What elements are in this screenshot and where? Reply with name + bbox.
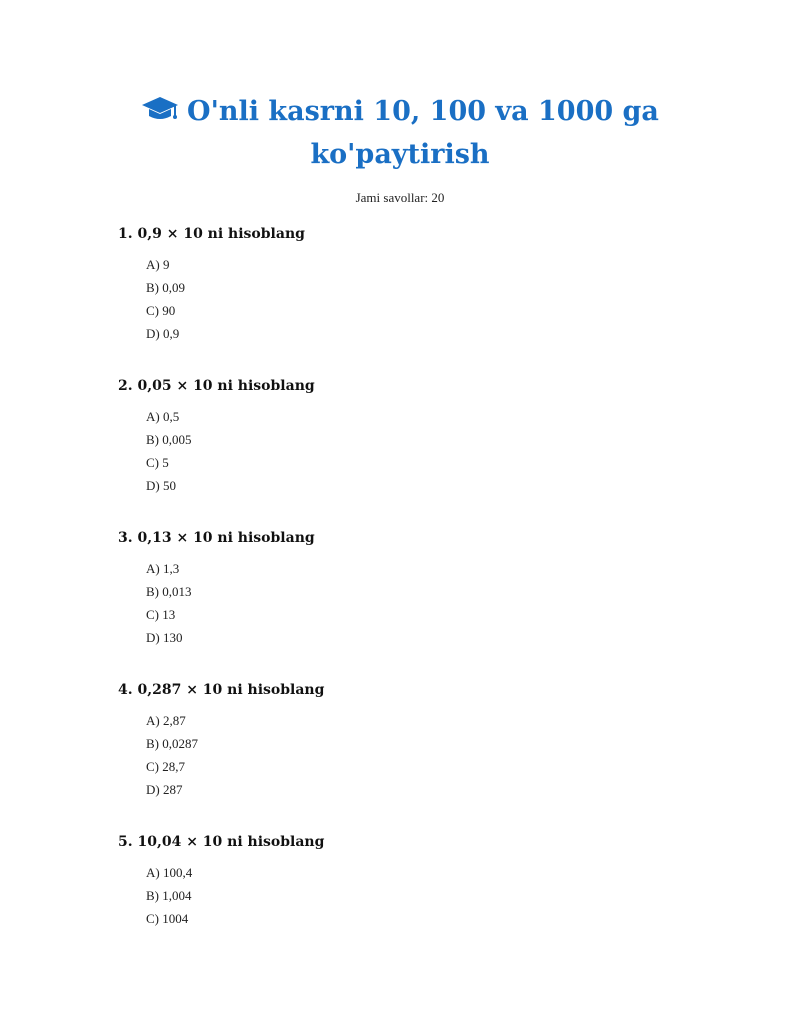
- title-line-1: [100, 90, 700, 133]
- option-d: D) 130: [146, 630, 183, 645]
- option-d: D) 50: [146, 478, 176, 493]
- question-5: [118, 833, 678, 930]
- option-b: B) 0,013: [146, 584, 192, 599]
- option-b: B) 0,09: [146, 280, 185, 295]
- question-text: 5. 10,04 × 10 ni hisoblang: [118, 834, 325, 850]
- option-d: D) 287: [146, 782, 183, 797]
- option-a: A) 0,5: [146, 409, 180, 424]
- title-line-2: ko'paytirish: [310, 139, 490, 170]
- option-a: A) 2,87: [146, 713, 186, 728]
- option-b: B) 0,005: [146, 432, 192, 447]
- question-3: [118, 529, 678, 649]
- option-list: [118, 405, 678, 497]
- option-a: A) 100,4: [146, 865, 193, 880]
- option-list: [118, 709, 678, 801]
- question-2: [118, 377, 678, 497]
- option-c: C) 5: [146, 455, 169, 470]
- question-1: [118, 225, 678, 345]
- option-b: B) 0,0287: [146, 736, 198, 751]
- option-c: C) 28,7: [146, 759, 185, 774]
- option-list: [118, 861, 678, 930]
- title-text-1: O'nli kasrni 10, 100 va 1000 ga: [187, 96, 659, 127]
- option-list: [118, 253, 678, 345]
- question-4: [118, 681, 678, 801]
- option-c: C) 1004: [146, 911, 189, 926]
- option-a: A) 9: [146, 257, 170, 272]
- question-text: 4. 0,287 × 10 ni hisoblang: [118, 682, 325, 698]
- question-text: 1. 0,9 × 10 ni hisoblang: [118, 226, 305, 242]
- graduation-cap-icon: [141, 95, 179, 123]
- question-text: 3. 0,13 × 10 ni hisoblang: [118, 530, 315, 546]
- question-count: Jami savollar: 20: [355, 190, 445, 205]
- option-b: B) 1,004: [146, 888, 192, 903]
- page-title: [100, 90, 700, 176]
- question-text: 2. 0,05 × 10 ni hisoblang: [118, 378, 315, 394]
- option-a: A) 1,3: [146, 561, 180, 576]
- option-c: C) 13: [146, 607, 176, 622]
- option-list: [118, 557, 678, 649]
- option-d: D) 0,9: [146, 326, 180, 341]
- option-c: C) 90: [146, 303, 176, 318]
